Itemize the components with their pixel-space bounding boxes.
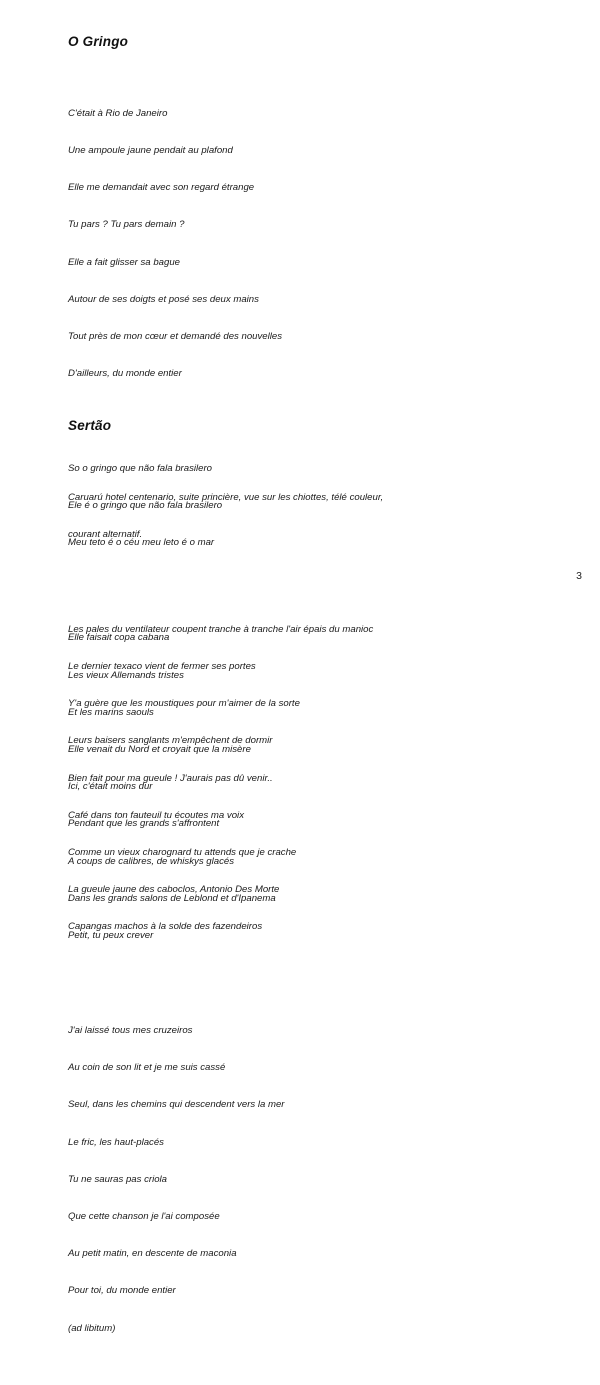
song-title: Sertão: [68, 418, 112, 433]
lyric-line: Tu pars ? Tu pars demain ?: [68, 219, 185, 231]
lyric-line: Capangas machos à la solde des fazendeiros: [68, 921, 263, 933]
stanza: [68, 1000, 285, 1360]
lyric-line: La gueule jaune des caboclos, Antonio Des Morte: [68, 884, 280, 896]
lyric-line: J'ai laissé tous mes cruzeiros: [68, 1024, 193, 1036]
lyric-line: A coups de calibres, de whiskys glacés: [68, 855, 235, 867]
lyric-line: Elle faisait copa cabana: [68, 632, 170, 644]
song-title: O Gringo: [68, 34, 129, 49]
lyric-line: Pendant que les grands s'affrontent: [68, 818, 220, 830]
lyric-line: courant alternatif.: [68, 528, 143, 540]
lyric-line: Et les marins saouls: [68, 706, 154, 718]
stanza: [68, 467, 383, 566]
lyric-line: Le dernier texaco vient de fermer ses portes: [68, 660, 256, 672]
lyric-line: Ici, c'était moins dur: [68, 781, 153, 793]
lyric-line: Tu ne sauras pas criola: [68, 1173, 168, 1185]
lyric-line: Tout près de mon cœur et demandé des nouvelles: [68, 330, 283, 342]
lyric-line: Meu teto é o céu meu leto é o mar: [68, 537, 215, 549]
page-number: 3: [576, 570, 582, 582]
lyric-line: Elle me demandait avec son regard étrange: [68, 182, 255, 194]
lyric-line: Seul, dans les chemins qui descendent vers la mer: [68, 1099, 285, 1111]
lyric-line: So o gringo que não fala brasilero: [68, 463, 213, 474]
lyric-line: Petit, tu peux crever: [68, 930, 154, 942]
lyric-line: Y'a guère que les moustiques pour m'aimer de la sorte: [68, 698, 300, 710]
lyric-line: Au coin de son lit et je me suis cassé: [68, 1062, 226, 1074]
lyric-line: C'était à Rio de Janeiro: [68, 107, 168, 119]
lyric-line: Elle venait du Nord et croyait que la misère: [68, 743, 251, 755]
lyric-line: Leurs baisers sanglants m'empêchent de dormir: [68, 735, 273, 747]
lyric-line: Pour toi, du monde entier: [68, 1285, 176, 1297]
lyric-line: Au petit matin, en descente de maconia: [68, 1248, 237, 1260]
lyric-line: Que cette chanson je l'ai composée: [68, 1210, 220, 1222]
lyric-line: D'ailleurs, du monde entier: [68, 368, 182, 380]
song-block-sertao: [68, 418, 383, 983]
lyric-line: Une ampoule jaune pendait au plafond: [68, 144, 233, 156]
lyric-line: Dans les grands salons de Leblond et d'Ipanema: [68, 892, 276, 904]
lyric-line: Bien fait pour ma gueule ! J'aurais pas dû venir..: [68, 772, 273, 784]
stanza: [68, 599, 383, 959]
song-lyrics: [68, 442, 383, 983]
lyric-line: Caruarú hotel centenario, suite princière, vue sur les chiottes, télé couleur,: [68, 491, 384, 503]
lyric-line: Autour de ses doigts et posé ses deux mains: [68, 293, 259, 305]
lyric-line: Ele é o gringo que não fala brasilero: [68, 500, 223, 512]
lyric-line: Café dans ton fauteuil tu écoutes ma voix: [68, 809, 244, 821]
lyric-line: Le fric, les haut-placés: [68, 1136, 164, 1148]
lyric-line: (ad libitum): [68, 1322, 116, 1334]
lyric-line: Les pales du ventilateur coupent tranche à tranche l'air épais du manioc: [68, 623, 374, 635]
lyric-line: Elle a fait glisser sa bague: [68, 256, 180, 268]
lyric-line: Comme un vieux charognard tu attends que je crache: [68, 847, 297, 858]
stanza: [68, 83, 285, 406]
lyric-line: Les vieux Allemands tristes: [68, 669, 184, 681]
